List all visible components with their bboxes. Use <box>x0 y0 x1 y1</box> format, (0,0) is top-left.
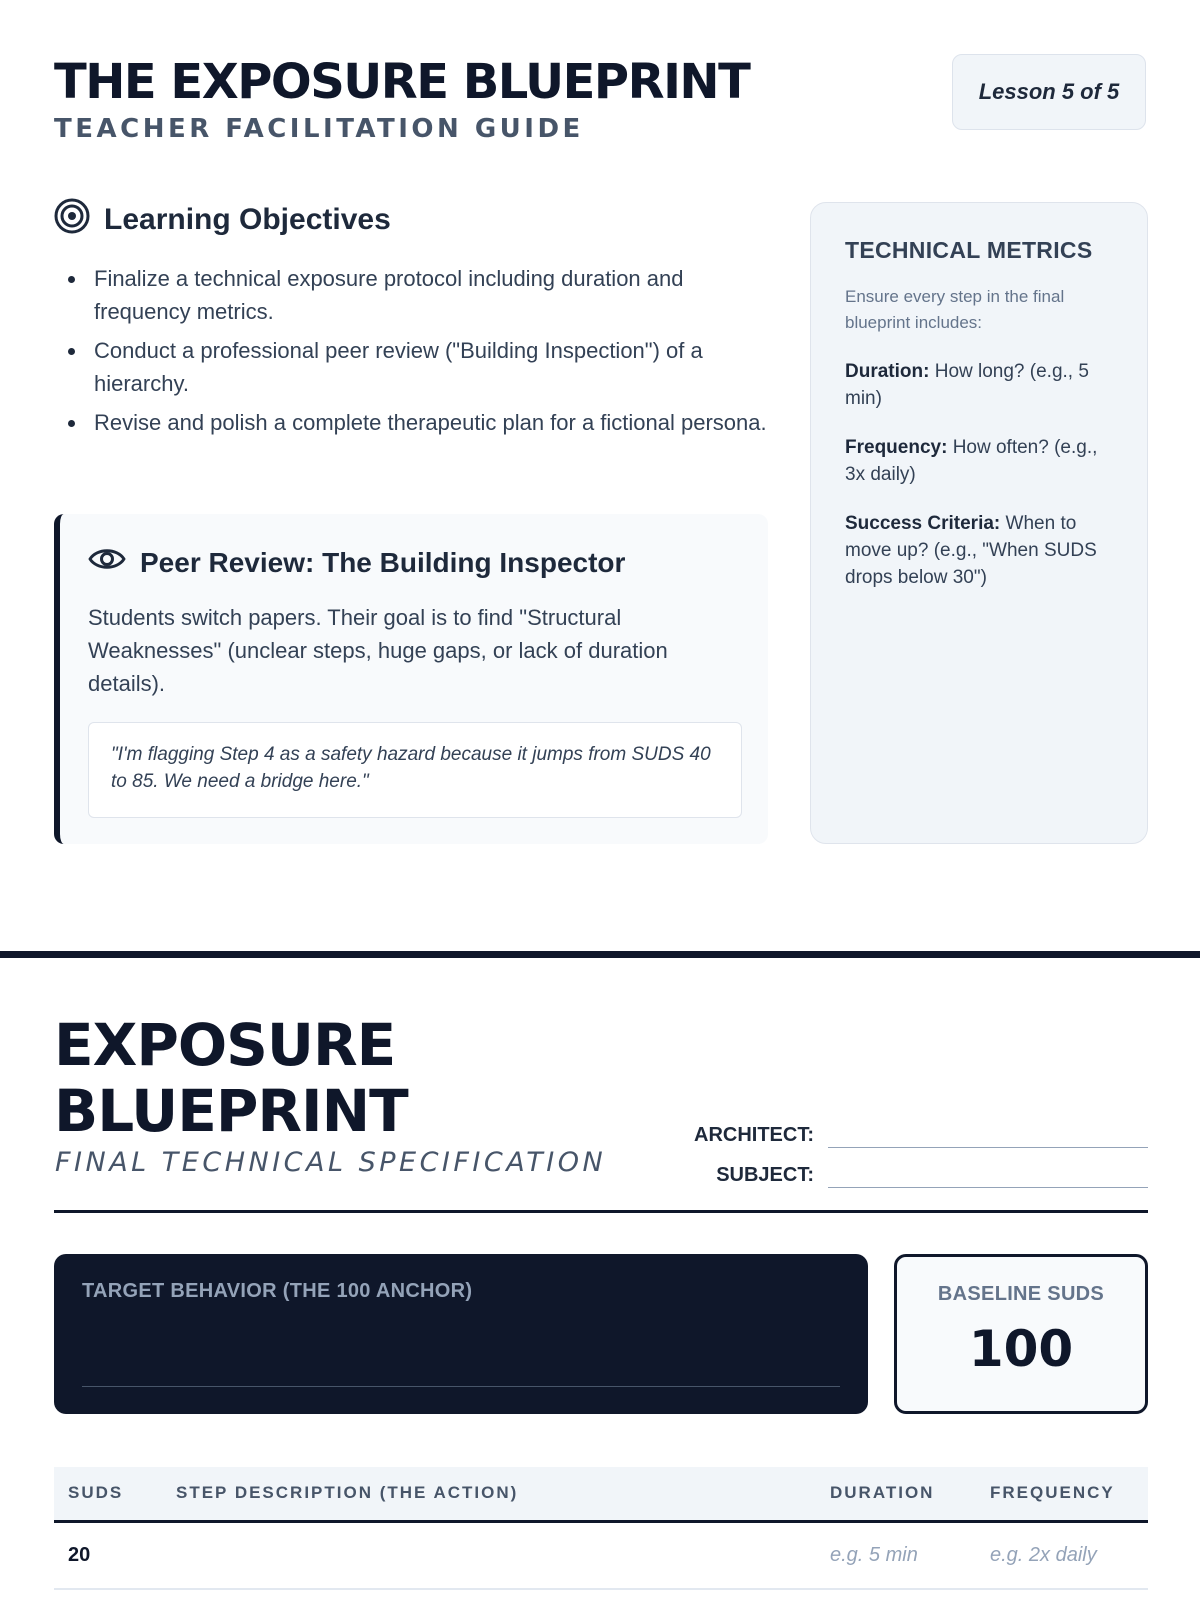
subject-field-row <box>640 1148 1148 1188</box>
architect-label: ARCHITECT: <box>694 1124 814 1146</box>
metric-success-criteria <box>845 510 1113 591</box>
column-header-step: STEP DESCRIPTION (THE ACTION) <box>176 1483 519 1503</box>
objective-item: Finalize a technical exposure protocol including duration and frequency metrics. <box>54 262 774 328</box>
metric-text: When to move up? (e.g., "When SUDS drops below 30") <box>845 513 1097 588</box>
worksheet-title <box>54 1012 654 1144</box>
metric-frequency <box>845 434 1113 488</box>
objectives-list <box>54 262 774 439</box>
metric-duration <box>845 358 1113 412</box>
objectives-heading-label: Learning Objectives <box>104 203 391 236</box>
peer-review-card <box>54 514 768 844</box>
objectives-heading <box>54 198 774 242</box>
column-header-frequency: FREQUENCY <box>990 1483 1115 1503</box>
worksheet-title-line: EXPOSURE <box>54 1011 396 1079</box>
metric-term: Success Criteria: <box>845 513 1001 534</box>
page-divider <box>0 951 1200 958</box>
table-row <box>54 1521 1148 1589</box>
architect-field-row <box>640 1108 1148 1148</box>
duration-cell[interactable]: e.g. 5 min <box>816 1521 976 1589</box>
guide-header <box>54 52 1146 162</box>
peer-review-heading-label: Peer Review: The Building Inspector <box>140 546 626 578</box>
peer-review-quote: "I'm flagging Step 4 as a safety hazard because it jumps from SUDS 40 to 85. We need a bridge here." <box>88 722 742 818</box>
subject-label: SUBJECT: <box>716 1164 814 1186</box>
baseline-suds-box <box>894 1254 1148 1414</box>
subject-field[interactable] <box>828 1162 1148 1188</box>
suds-cell: 20 <box>54 1521 162 1589</box>
column-header-duration: DURATION <box>830 1483 935 1503</box>
metric-term: Duration: <box>845 361 930 382</box>
column-header-suds: SUDS <box>68 1483 124 1503</box>
guide-title: THE EXPOSURE BLUEPRINT <box>54 54 750 110</box>
architect-field[interactable] <box>828 1122 1148 1148</box>
objective-item: Conduct a professional peer review ("Building Inspection") of a hierarchy. <box>54 334 774 400</box>
target-behavior-box <box>54 1254 868 1414</box>
objective-item: Revise and polish a complete therapeutic plan for a fictional persona. <box>54 406 774 439</box>
metrics-intro: Ensure every step in the final blueprint includes: <box>845 287 1065 332</box>
metric-text: How often? (e.g., 3x daily) <box>845 437 1098 485</box>
peer-review-text: Students switch papers. Their goal is to find "Structural Weaknesses" (unclear steps, huge gaps, or lack of duration details). <box>88 605 668 696</box>
technical-metrics-panel <box>810 202 1148 844</box>
lesson-badge: Lesson 5 of 5 <box>952 54 1146 130</box>
metric-text: How long? (e.g., 5 min) <box>845 361 1089 409</box>
learning-objectives <box>54 198 774 445</box>
worksheet-fields <box>640 1108 1148 1188</box>
table-header-row <box>54 1467 1148 1521</box>
guide-subtitle: TEACHER FACILITATION GUIDE <box>54 114 584 144</box>
baseline-suds-label: BASELINE SUDS <box>937 1283 1105 1305</box>
metrics-title: TECHNICAL METRICS <box>845 237 1093 263</box>
worksheet-header-rule <box>54 1210 1148 1213</box>
peer-review-heading <box>88 544 742 581</box>
metric-term: Frequency: <box>845 437 948 458</box>
steps-table <box>54 1467 1148 1590</box>
target-icon <box>54 198 90 242</box>
frequency-cell[interactable]: e.g. 2x daily <box>976 1521 1148 1589</box>
target-behavior-field[interactable] <box>82 1386 840 1387</box>
worksheet-subtitle: FINAL TECHNICAL SPECIFICATION <box>55 1147 607 1178</box>
target-behavior-label: TARGET BEHAVIOR (THE 100 ANCHOR) <box>82 1280 473 1302</box>
baseline-suds-value: 100 <box>968 1320 1074 1378</box>
worksheet-title-line: BLUEPRINT <box>54 1077 408 1145</box>
eye-icon <box>88 544 126 581</box>
step-description-cell[interactable] <box>162 1521 816 1589</box>
